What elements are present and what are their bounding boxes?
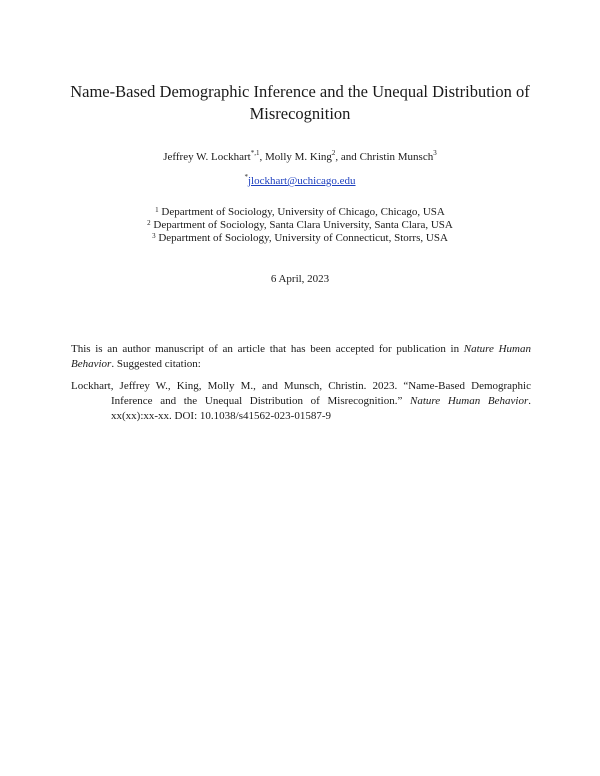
affiliation-text: Department of Sociology, Santa Clara University, Santa Clara, USA	[153, 219, 453, 231]
email-link[interactable]: jlockhart@uchicago.edu	[247, 175, 356, 187]
author-superscript: 3	[433, 149, 437, 157]
author-name: Molly M. King	[264, 151, 332, 163]
corresponding-email	[0, 175, 600, 187]
author-superscript: 2	[331, 149, 336, 157]
citation-doi: . xx(xx):xx-xx. DOI: 10.1038/s41562-023-01587-9	[111, 395, 531, 422]
author-name: Christin Munsch	[359, 151, 434, 163]
notice-after: . Suggested citation:	[111, 358, 201, 370]
author-separator: , and	[335, 151, 360, 163]
notice-journal: Nature Human Behavior	[71, 343, 531, 370]
suggested-citation	[71, 379, 531, 424]
affiliation-item	[0, 232, 600, 245]
title-line-1: Name-Based Demographic Inference and the Unequal Distribution of	[70, 82, 530, 101]
affiliations	[0, 206, 600, 245]
author-name: Jeffrey W. Lockhart	[163, 151, 251, 163]
author-separator: ,	[259, 151, 265, 163]
affiliation-number: 3	[152, 232, 156, 240]
citation-text: Lockhart, Jeffrey W., King, Molly M., and Munsch, Christin. 2023. “Name-Based Demographic Inference and the Unequal Distribution of Misrecognition.”	[71, 380, 531, 407]
affiliation-number: 2	[147, 219, 151, 227]
email-marker: *	[244, 173, 248, 181]
manuscript-date: 6 April, 2023	[270, 273, 330, 285]
publication-notice	[71, 342, 531, 372]
affiliation-text: Department of Sociology, University of Chicago, Chicago, USA	[161, 206, 445, 218]
title-line-2: Misrecognition	[249, 104, 351, 123]
citation-journal: Nature Human Behavior	[410, 395, 529, 407]
author-list	[0, 151, 600, 163]
affiliation-item	[0, 219, 600, 232]
author-superscript: *,1	[250, 149, 260, 157]
paper-title	[0, 81, 600, 125]
affiliation-number: 1	[155, 206, 159, 214]
notice-text: This is an author manuscript of an article that has been accepted for publication in	[71, 343, 464, 355]
affiliation-text: Department of Sociology, University of Connecticut, Storrs, USA	[158, 232, 448, 244]
affiliation-item	[0, 206, 600, 219]
